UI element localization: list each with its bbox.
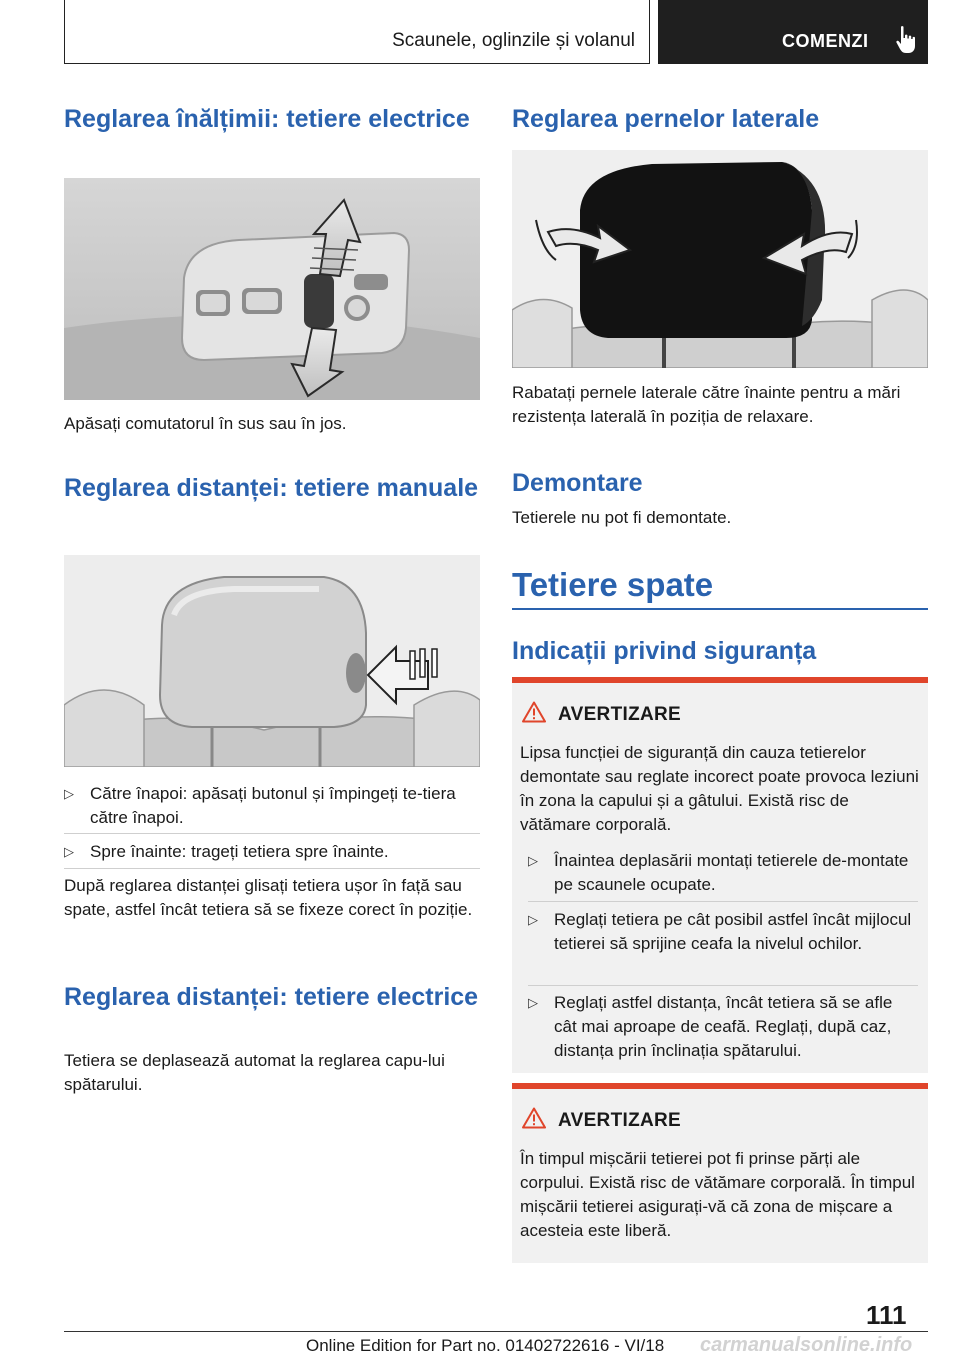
figure-headrest-manual bbox=[64, 555, 480, 767]
warning-text: Lipsa funcției de siguranță din cauza tetierelor demontate sau reglate incorect poate provoca leziuni în zona la capului și a gâtului. Există risc de vătămare corporală. bbox=[520, 743, 919, 834]
header-section-box bbox=[64, 0, 650, 64]
chapter-tab[interactable] bbox=[658, 0, 928, 64]
triangle-bullet-icon: ▷ bbox=[64, 786, 74, 801]
heading-distance-manual: Reglarea distanței: tetiere manuale bbox=[64, 474, 479, 502]
chapter-tab-label: COMENZI bbox=[782, 31, 869, 51]
triangle-bullet-icon: ▷ bbox=[528, 912, 538, 927]
footer-edition: Online Edition for Part no. 01402722616 - VI/18 bbox=[306, 1336, 665, 1355]
triangle-bullet-icon: ▷ bbox=[528, 995, 538, 1010]
warning-title: AVERTIZARE bbox=[522, 701, 681, 726]
divider bbox=[64, 868, 480, 869]
warning-box-1 bbox=[512, 677, 928, 1073]
list-item: ▷ Către înapoi: apăsați butonul și împingeți te‐tiera către înapoi. bbox=[64, 784, 456, 827]
figure-side-cushions bbox=[512, 150, 928, 368]
removal-text: Tetierele nu pot fi demontate. bbox=[512, 508, 732, 527]
list-item: ▷ Reglați tetiera pe cât posibil astfel încât mijlocul tetierei să sprijine ceafa la nivelul ochilor. bbox=[528, 910, 912, 953]
warning-text: În timpul mișcării tetierei pot fi prinse părți ale corpului. Există risc de vătămare corporală. În timpul mișcării tetierei asigurați-vă că zona de mișcare a acesteia este liberă. bbox=[520, 1149, 915, 1240]
seat-switch-illustration bbox=[64, 178, 480, 400]
heading-safety: Indicații privind siguranța bbox=[512, 637, 817, 665]
caption-seat-switch: Apăsați comutatorul în sus sau în jos. bbox=[64, 414, 347, 433]
hand-pointer-icon bbox=[894, 25, 920, 55]
footer-rule bbox=[64, 1331, 928, 1332]
warning-title: AVERTIZARE bbox=[522, 1107, 681, 1132]
headrest-manual-illustration bbox=[64, 555, 480, 767]
divider bbox=[528, 985, 918, 986]
heading-removal: Demontare bbox=[512, 469, 643, 497]
figure-seat-switch bbox=[64, 178, 480, 400]
list-item: ▷ Spre înainte: trageți tetiera spre înainte. bbox=[64, 840, 480, 864]
footer-watermark: carmanualsonline.info bbox=[700, 1334, 913, 1356]
warning-triangle-icon bbox=[522, 1107, 546, 1129]
side-cushions-illustration bbox=[512, 150, 928, 368]
triangle-bullet-icon: ▷ bbox=[64, 844, 74, 859]
heading-height-electric: Reglarea înălțimii: tetiere electrice bbox=[64, 105, 470, 133]
divider bbox=[528, 901, 918, 902]
heading-side-cushions: Reglarea pernelor laterale bbox=[512, 105, 820, 133]
heading-distance-electric: Reglarea distanței: tetiere electrice bbox=[64, 983, 479, 1011]
section-title: Scaunele, oglinzile și volanul bbox=[392, 30, 635, 51]
warning-triangle-icon bbox=[522, 701, 546, 723]
list-item: ▷ Înaintea deplasării montați tetierele de‐montate pe scaunele ocupate. bbox=[528, 851, 909, 894]
paragraph-electric: Tetiera se deplasează automat la reglarea capu‐lui spătarului. bbox=[64, 1051, 445, 1094]
divider bbox=[64, 833, 480, 834]
paragraph-manual: După reglarea distanței glisați tetiera ușor în față sau spate, astfel încât tetiera să se fixeze corect în poziție. bbox=[64, 876, 473, 919]
list-item: ▷ Reglați astfel distanța, încât tetiera să se afle cât mai aproape de ceafă. Reglați, după caz, distanța prin înclinația spătarului. bbox=[528, 993, 893, 1060]
heading-rear-headrests: Tetiere spate bbox=[512, 566, 714, 603]
warning-box-2 bbox=[512, 1083, 928, 1263]
page-number: 111 bbox=[866, 1300, 907, 1330]
triangle-bullet-icon: ▷ bbox=[528, 853, 538, 868]
caption-side-cushions: Rabatați pernele laterale către înainte pentru a mări rezistența laterală în poziția de relaxare. bbox=[512, 383, 901, 426]
heading-rule bbox=[512, 608, 928, 610]
